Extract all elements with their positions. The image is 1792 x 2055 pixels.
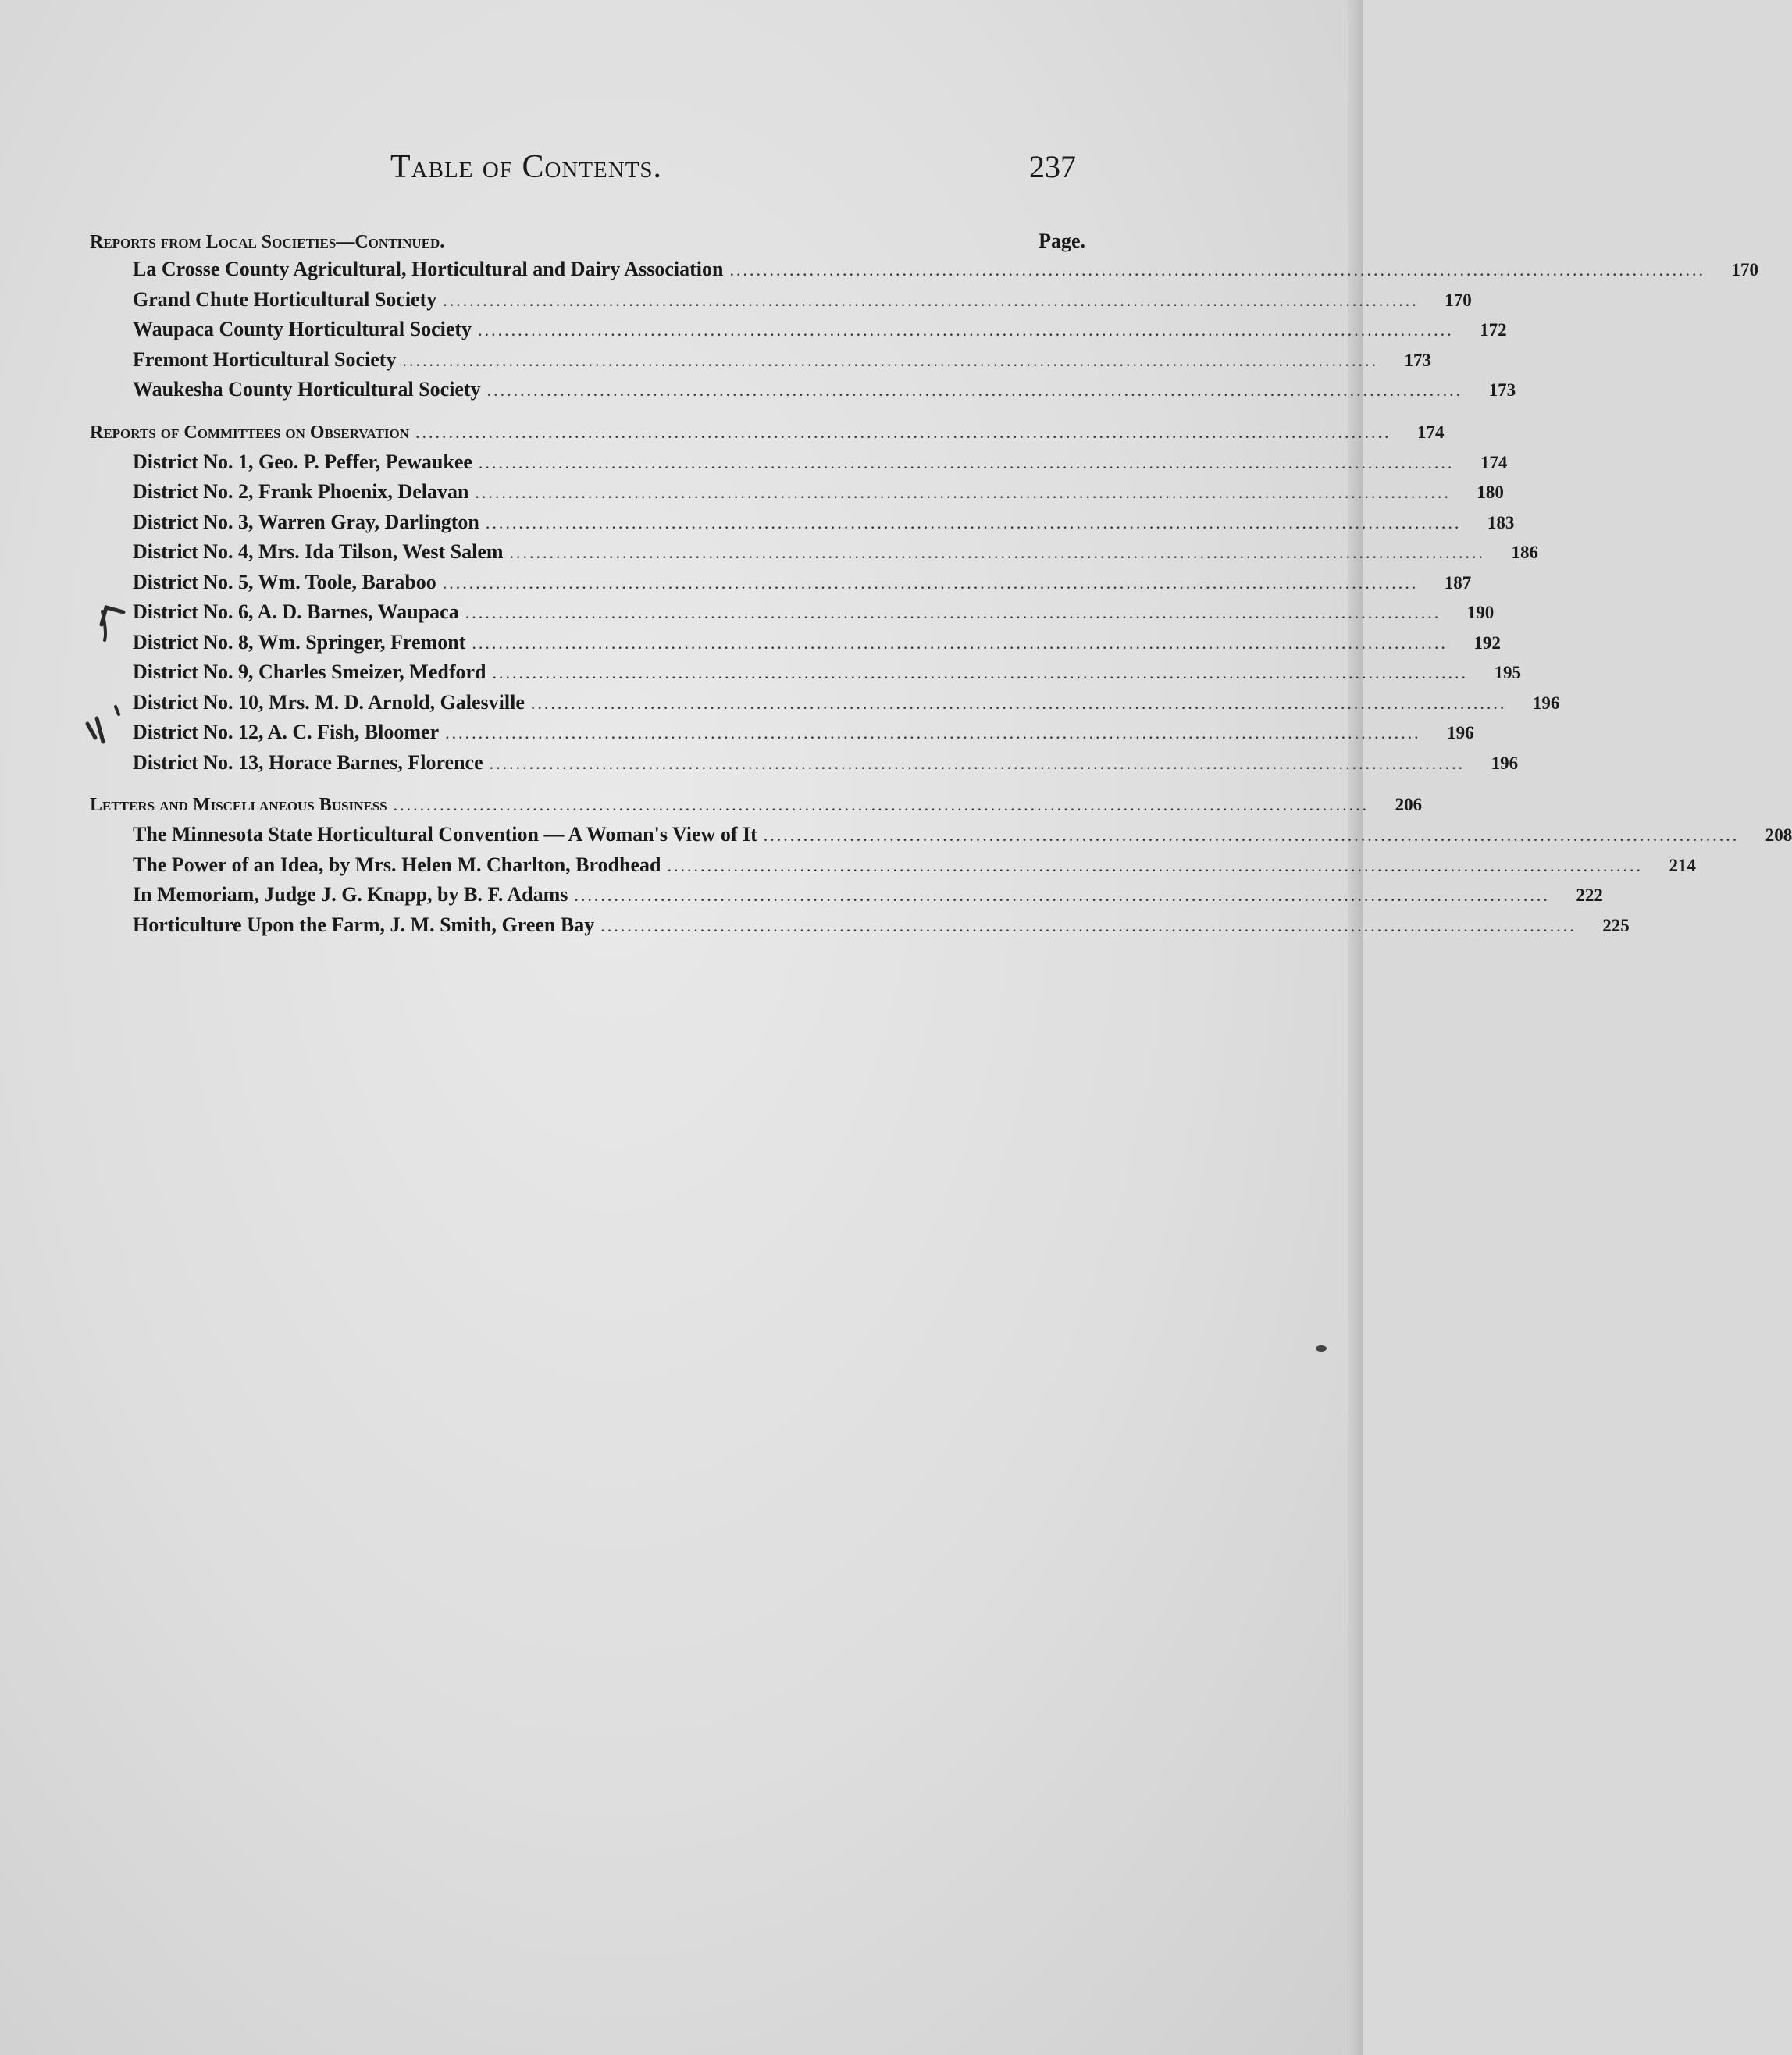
- leader-dots: ...................................................................................................................................................: [402, 350, 1378, 370]
- section-heading: [86, 226, 1085, 256]
- table-of-contents: [86, 226, 1792, 954]
- entry-page-number: 173: [1404, 350, 1431, 370]
- toc-entry: [86, 689, 1560, 720]
- entry-title: Fremont Horticultural Society: [133, 347, 397, 371]
- entry-page-number: 192: [1473, 632, 1501, 653]
- leader-dots: ...................................................................................................................................................: [600, 915, 1576, 935]
- leader-dots: ...................................................................................................................................................: [574, 885, 1550, 905]
- leader-dots: ...................................................................................................................................................: [530, 693, 1507, 713]
- page-number: 237: [1029, 149, 1076, 184]
- leader-dots: ...................................................................................................................................................: [509, 543, 1486, 562]
- toc-entry: [86, 659, 1521, 689]
- leader-dots: ...................................................................................................................................................: [445, 723, 1421, 743]
- toc-entry: [86, 821, 1792, 852]
- entry-title: Waupaca County Horticultural Society: [133, 318, 472, 340]
- entry-page-number: 187: [1444, 572, 1472, 593]
- entry-page-number: 183: [1487, 512, 1515, 532]
- leader-dots: ...................................................................................................................................................: [489, 753, 1466, 773]
- toc-entry: [86, 539, 1539, 569]
- toc-entry: [86, 852, 1696, 882]
- leader-dots: ...................................................................................................................................................: [393, 795, 1370, 814]
- leader-dots: ...................................................................................................................................................: [478, 452, 1455, 472]
- entry-title: District No. 3, Warren Gray, Darlington: [133, 510, 479, 533]
- leader-dots: ...................................................................................................................................................: [729, 260, 1705, 280]
- entry-title: District No. 9, Charles Smeizer, Medford: [133, 661, 486, 683]
- entry-title: District No. 10, Mrs. M. D. Arnold, Galesville: [133, 690, 525, 714]
- toc-entry: [86, 881, 1603, 912]
- toc-entry: [86, 347, 1431, 377]
- entry-title: Grand Chute Horticultural Society: [133, 287, 437, 311]
- entry-page-number: 208: [1765, 825, 1792, 845]
- entry-page-number: 196: [1447, 723, 1474, 743]
- entry-title: District No. 2, Frank Phoenix, Delavan: [133, 480, 469, 503]
- leader-dots: ...................................................................................................................................................: [465, 603, 1441, 622]
- toc-section: [86, 226, 1758, 407]
- entry-page-number: 173: [1488, 380, 1516, 400]
- page-title: Table of Contents.: [390, 149, 663, 185]
- entry-title: District No. 6, A. D. Barnes, Waupaca: [133, 600, 459, 623]
- entry-title: In Memoriam, Judge J. G. Knapp, by B. F. Adams: [133, 883, 568, 906]
- toc-entry: [86, 599, 1495, 629]
- running-head: [0, 148, 1363, 187]
- entry-title: District No. 5, Wm. Toole, Baraboo: [133, 570, 436, 593]
- entry-page-number: 180: [1477, 483, 1504, 502]
- entry-page-number: 195: [1494, 663, 1521, 682]
- toc-section: [86, 419, 1560, 780]
- entry-title: The Minnesota State Horticultural Convention — A Woman's View of It: [133, 823, 757, 846]
- entry-page-number: 214: [1669, 855, 1696, 875]
- toc-entry: [86, 376, 1516, 407]
- entry-page-number: 172: [1480, 320, 1507, 340]
- leader-dots: ...................................................................................................................................................: [485, 512, 1462, 532]
- entry-page-number: 225: [1602, 915, 1630, 935]
- entry-page-number: 170: [1731, 260, 1758, 280]
- toc-entry: [86, 479, 1504, 509]
- entry-page-number: 222: [1576, 885, 1603, 905]
- toc-entry: [86, 629, 1501, 660]
- toc-section: [86, 792, 1792, 942]
- toc-entry: [86, 316, 1507, 347]
- entry-page-number: 196: [1532, 693, 1560, 713]
- section-heading-label: Letters and Miscellaneous Business: [90, 795, 387, 815]
- toc-entry: [86, 569, 1472, 600]
- entry-title: Waukesha County Horticultural Society: [133, 378, 481, 401]
- toc-entry: [86, 750, 1519, 780]
- entry-title: District No. 12, A. C. Fish, Bloomer: [133, 721, 440, 743]
- leader-dots: ...................................................................................................................................................: [478, 320, 1454, 340]
- leader-dots: ...................................................................................................................................................: [415, 422, 1391, 442]
- leader-dots: ...................................................................................................................................................: [475, 483, 1451, 502]
- entry-title: District No. 1, Geo. P. Peffer, Pewaukee: [133, 450, 472, 473]
- entry-title: District No. 13, Horace Barnes, Florence: [133, 750, 483, 774]
- entry-title: La Crosse County Agricultural, Horticultural and Dairy Association: [133, 258, 724, 280]
- entry-page-number: 174: [1480, 452, 1508, 472]
- leader-dots: ...................................................................................................................................................: [443, 290, 1419, 310]
- leader-dots: ...................................................................................................................................................: [472, 632, 1448, 653]
- toc-entry: [86, 912, 1630, 942]
- leader-dots: ...................................................................................................................................................: [763, 825, 1740, 845]
- toc-entry: [86, 509, 1515, 540]
- toc-entry: [86, 449, 1508, 479]
- entry-page-number: 196: [1491, 753, 1519, 773]
- entry-title: Horticulture Upon the Farm, J. M. Smith, Green Bay: [133, 913, 595, 936]
- leader-dots: ...................................................................................................................................................: [486, 380, 1463, 400]
- leader-dots: ...................................................................................................................................................: [492, 663, 1468, 682]
- leader-dots: ...................................................................................................................................................: [442, 572, 1419, 593]
- toc-entry: [86, 287, 1472, 317]
- entry-title: District No. 4, Mrs. Ida Tilson, West Salem: [133, 540, 504, 563]
- entry-page-number: 170: [1445, 290, 1472, 310]
- toc-entry: [86, 256, 1758, 287]
- section-heading: [86, 419, 1445, 449]
- paper-blemish-icon: [1316, 1345, 1327, 1352]
- section-heading-label: Reports from Local Societies—Continued.: [90, 232, 445, 252]
- section-page-number: 206: [1395, 795, 1423, 814]
- toc-entry: [86, 719, 1474, 750]
- section-heading: [86, 792, 1423, 821]
- section-page-number: 174: [1416, 422, 1445, 442]
- entry-title: District No. 8, Wm. Springer, Fremont: [133, 630, 466, 654]
- section-heading-label: Reports of Committees on Observation: [90, 422, 409, 443]
- entry-title: The Power of an Idea, by Mrs. Helen M. Charlton, Brodhead: [133, 853, 661, 876]
- entry-page-number: 186: [1511, 543, 1539, 562]
- leader-dots: ...................................................................................................................................................: [667, 855, 1643, 875]
- entry-page-number: 190: [1466, 603, 1495, 622]
- page-column-label: Page.: [1039, 230, 1085, 252]
